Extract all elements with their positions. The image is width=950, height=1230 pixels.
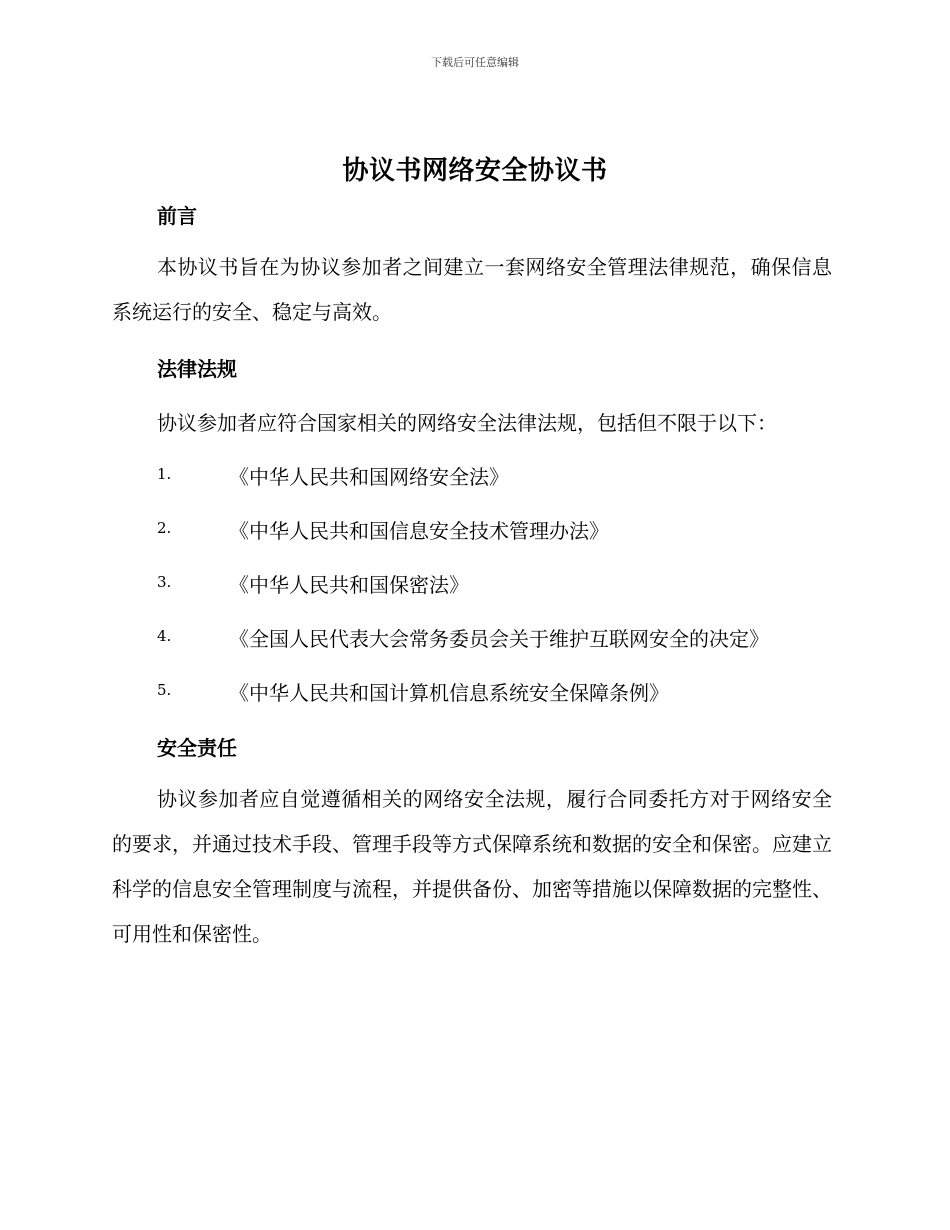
list-item — [157, 677, 857, 707]
list-item — [157, 461, 857, 491]
laws-intro: 协议参加者应符合国家相关的网络安全法律法规，包括但不限于以下： — [157, 411, 777, 435]
list-number: 3. — [157, 573, 172, 591]
paragraph-responsibility: 协议参加者应自觉遵循相关的网络安全法规，履行合同委托方对于网络安全的要求，并通过技术手段、管理手段等方式保障系统和数据的安全和保密。应建立科学的信息安全管理制度与流程，并提供备份、加密等措施以保障数据的完整性、可用性和保密性。 — [112, 787, 832, 946]
list-text: 《中华人民共和国保密法》 — [229, 573, 469, 597]
list-text: 《中华人民共和国计算机信息系统安全保障条例》 — [229, 681, 669, 705]
header-note: 下载后可任意编辑 — [431, 56, 519, 69]
list-number: 5. — [157, 681, 172, 699]
list-item — [157, 623, 857, 653]
list-text: 《中华人民共和国网络安全法》 — [229, 465, 509, 489]
list-item — [157, 569, 857, 599]
paragraph-preface: 本协议书旨在为协议参加者之间建立一套网络安全管理法律规范，确保信息系统运行的安全、稳定与高效。 — [112, 255, 832, 324]
list-number: 4. — [157, 627, 172, 645]
heading-preface: 前言 — [157, 204, 197, 228]
heading-laws: 法律法规 — [157, 357, 237, 381]
list-text: 《中华人民共和国信息安全技术管理办法》 — [229, 519, 609, 543]
list-text: 《全国人民代表大会常务委员会关于维护互联网安全的决定》 — [229, 627, 769, 651]
document-title: 协议书网络安全协议书 — [342, 156, 608, 186]
list-number: 1. — [157, 465, 172, 483]
heading-responsibility: 安全责任 — [157, 736, 237, 760]
list-number: 2. — [157, 519, 172, 537]
list-item — [157, 515, 857, 545]
